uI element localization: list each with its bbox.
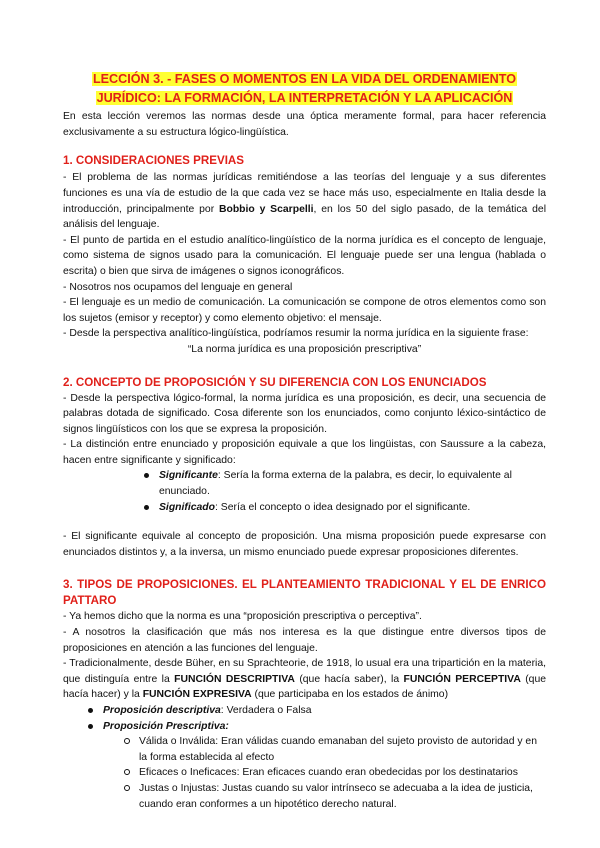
section-1-heading: 1. CONSIDERACIONES PREVIAS [63,154,245,168]
list-item: Significado: Sería el concepto o idea designado por el significante. [141,500,546,516]
s3-paragraph-1: - Ya hemos dicho que la norma es una “proposición prescriptiva o perceptiva”. [63,611,422,623]
s2-paragraph-2: - La distinción entre enunciado y proposición equivale a que los lingüistas, con Saussure a la cabeza, hacen entre significante y significado: [63,439,546,466]
s2-bullet-list [141,468,546,515]
intro-paragraph: En esta lección veremos las normas desde una óptica meramente formal, para hacer referencia exclusivamente a su estructura lógico-lingüística. [63,111,546,138]
section-3-heading: 3. TIPOS DE PROPOSICIONES. EL PLANTEAMIENTO TRADICIONAL Y EL DE ENRICO PATTARO [63,578,546,608]
s3-paragraph-2: - A nosotros la clasificación que más nos interesa es la que distingue entre diversos tipos de proposiciones en atención a las funciones del lenguaje. [63,627,546,654]
s2-paragraph-3: - El significante equivale al concepto de proposición. Una misma proposición puede expresarse con enunciados distintos y, a la inversa, un mismo enunciado puede expresar proposiciones diferentes. [63,531,546,558]
s3-paragraph-3: - Tradicionalmente, desde Büher, en su Sprachteorie, de 1918, lo usual era una tripartición en la materia, que distinguía entre la FUNCIÓN DESCRIPTIVA (que hacía saber), la FUNCIÓN PERCEPTIVA (que hacía hacer) y la FUNCIÓN EXPRESIVA (que participaba en los estados de ánimo) [63,658,547,701]
lesson-title [63,70,546,107]
list-item: Eficaces o Ineficaces: Eran eficaces cuando eran obedecidas por los destinatarios [121,765,546,781]
section-2-heading: 2. CONCEPTO DE PROPOSICIÓN Y SU DIFERENCIA CON LOS ENUNCIADOS [63,375,487,389]
list-item: Proposición descriptiva: Verdadera o Falsa [85,703,546,719]
list-item: Justas o Injustas: Justas cuando su valor intrínseco se adecuaba a la idea de justicia, cuando eran conformes a un hipotético derecho natural. [121,781,546,812]
s2-paragraph-1: - Desde la perspectiva lógico-formal, la norma jurídica es una proposición, es decir, una secuencia de palabras dotada de significado. Cosa diferente son los enunciados, como conjunto léxico-sintáctico de signos lingüísticos con los que se expresa la proposición. [63,392,546,435]
bobbio-scarpelli: Bobbio y Scarpelli [218,203,314,215]
s1-paragraph-3: - Nosotros nos ocupamos del lenguaje en general [63,281,293,293]
list-item: Proposición Prescriptiva: Válida o Inválida: Eran válidas cuando emanaban del sujeto provisto de autoridad y en la forma establecida al efecto Eficaces o Ineficaces: Eran eficaces cuando eran obedecidas por los destinatarios Justas o Injustas: Justas cuando su valor intrínseco se adecuaba a la idea de justicia, cuando eran conformes a un hipotético derecho natural. [85,719,546,813]
s1-paragraph-4: - El lenguaje es un medio de comunicación. La comunicación se compone de otros elementos como son los sujetos (emisor y receptor) y como elemento objetivo: el mensaje. [63,297,546,324]
s1-paragraph-2: - El punto de partida en el estudio analítico-lingüístico de la norma jurídica es el concepto de lenguaje, como sistema de signos usado para la comunicación. El lenguaje puede ser una lengua (hablada o escrita) o bien que sirva de imágenes o signos iconográficos. [63,234,546,277]
document-page [63,70,546,812]
s3-bullet-list [85,703,546,812]
title-line-1: LECCIÓN 3. - FASES O MOMENTOS EN LA VIDA DEL ORDENAMIENTO [92,72,517,86]
s1-paragraph-5: - Desde la perspectiva analítico-lingüística, podríamos resumir la norma jurídica en la siguiente frase: [63,328,529,340]
title-line-2: JURÍDICO: LA FORMACIÓN, LA INTERPRETACIÓN Y LA APLICACIÓN [96,90,513,105]
s1-quote: “La norma jurídica es una proposición prescriptiva” [187,343,422,355]
list-item: Significante: Sería la forma externa de la palabra, es decir, lo equivalente al enunciado. [141,468,546,499]
list-item: Válida o Inválida: Eran válidas cuando emanaban del sujeto provisto de autoridad y en la forma establecida al efecto [121,734,546,765]
s1-paragraph-1: - El problema de las normas jurídicas remitiéndose a las teorías del lenguaje y a sus diferentes funciones es una vía de estudio de la que cada vez se hace más uso, especialmente en Italia desde la introducción, principalmente por Bobbio y Scarpelli, en los 50 del siglo pasado, de la temática del análisis del lenguaje. [63,172,547,231]
s3-sub-list [121,734,546,812]
